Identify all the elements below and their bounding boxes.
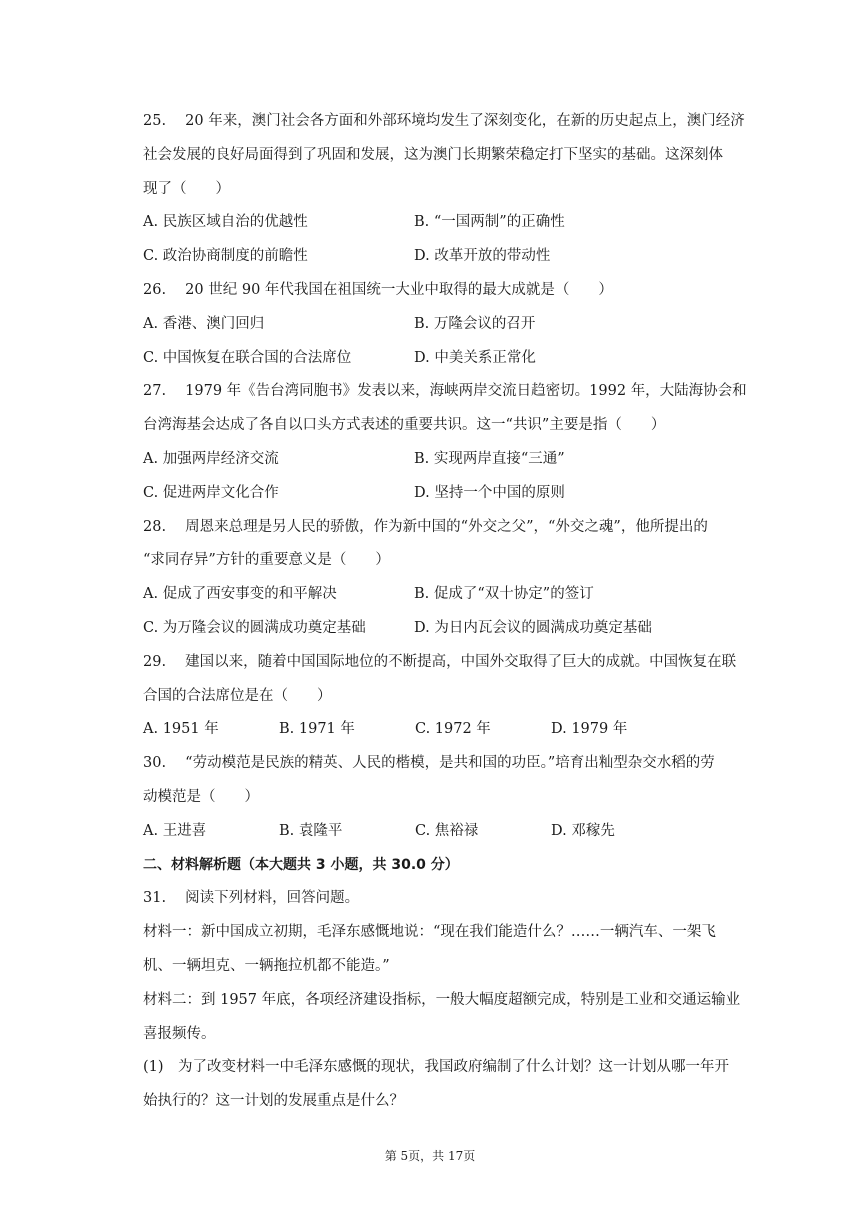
option-d: D. 1979 年: [551, 721, 628, 738]
section-title: 二、材料解析题（本大题共 3 小题，共 30.0 分）: [143, 856, 459, 873]
option-d: D. 邓稼先: [551, 822, 615, 839]
option-a: A. 民族区域自治的优越性: [143, 214, 308, 231]
option-c: C. 政治协商制度的前瞻性: [143, 248, 308, 265]
question-line: 25. 20 年来，澳门社会各方面和外部环境均发生了深刻变化，在新的历史起点上，澳门经济: [143, 113, 745, 129]
question-30: [143, 747, 753, 848]
option-row: [143, 713, 753, 747]
option-row: [143, 477, 753, 511]
option-b: B. 袁隆平: [279, 822, 343, 839]
option-row: [143, 443, 753, 477]
option-row: [143, 815, 753, 849]
option-d: D. 坚持一个中国的原则: [414, 484, 565, 501]
option-c: C. 促进两岸文化合作: [143, 484, 279, 501]
question-line: 31. 阅读下列材料，回答问题。: [143, 890, 360, 907]
question-line: 现了（ ）: [143, 180, 230, 197]
option-c: C. 为万隆会议的圆满成功奠定基础: [143, 619, 366, 636]
option-b: B. 万隆会议的召开: [414, 315, 536, 332]
question-line: 合国的合法席位是在（ ）: [143, 687, 332, 704]
question-line: 27. 1979 年《告台湾同胞书》发表以来，海峡两岸交流日趋密切。1992 年，大陆海协会和: [143, 383, 747, 400]
question-25: [143, 105, 753, 274]
option-d: D. 改革开放的带动性: [414, 248, 551, 265]
option-c: C. 焦裕禄: [415, 822, 479, 839]
option-a: A. 香港、澳门回归: [143, 315, 265, 332]
question-line: 28. 周恩来总理是另人民的骄傲，作为新中国的“外交之父”，“外交之魂”，他所提出的: [143, 518, 708, 535]
option-c: C. 中国恢复在联合国的合法席位: [143, 349, 352, 366]
question-31: [143, 882, 753, 1119]
question-line: 29. 建国以来，随着中国国际地位的不断提高，中国外交取得了巨大的成就。中国恢复在联: [143, 653, 737, 670]
option-row: [143, 578, 753, 612]
option-row: [143, 612, 753, 646]
option-b: B. 促成了“双十协定”的签订: [414, 586, 594, 603]
option-d: D. 中美关系正常化: [414, 349, 536, 366]
option-b: B. 1971 年: [279, 721, 355, 738]
question-line: 30. “劳动模范是民族的精英、人民的楷模，是共和国的功臣。”培育出籼型杂交水稻的劳: [143, 755, 715, 772]
question-28: [143, 511, 753, 646]
subquestion-line: 始执行的？这一计划的发展重点是什么？: [143, 1093, 404, 1110]
material-line: 喜报频传。: [143, 1025, 216, 1042]
page-footer: 第 5页，共 17页: [384, 1149, 476, 1163]
option-a: A. 促成了西安事变的和平解决: [143, 586, 337, 603]
option-row: [143, 342, 753, 376]
subquestion-line: (1) 为了改变材料一中毛泽东感慨的现状，我国政府编制了什么计划？这一计划从哪一年开: [143, 1059, 730, 1076]
question-line: 26. 20 世纪 90 年代我国在祖国统一大业中取得的最大成就是（ ）: [143, 281, 613, 298]
question-line: 台湾海基会达成了各自以口头方式表述的重要共识。这一“共识”主要是指（ ）: [143, 417, 666, 434]
option-b: B. “一国两制”的正确性: [414, 214, 565, 231]
option-row: [143, 206, 753, 240]
question-line: “求同存异”方针的重要意义是（ ）: [143, 552, 390, 569]
material-line: 材料二：到 1957 年底，各项经济建设指标，一般大幅度超额完成，特别是工业和交通运输业: [143, 991, 741, 1008]
option-a: A. 王进喜: [143, 822, 207, 839]
question-27: [143, 375, 753, 510]
material-line: 机、一辆坦克、一辆拖拉机都不能造。”: [143, 957, 390, 974]
option-a: A. 加强两岸经济交流: [143, 450, 279, 467]
question-line: 社会发展的良好局面得到了巩固和发展，这为澳门长期繁荣稳定打下坚实的基础。这深刻体: [143, 146, 723, 163]
option-c: C. 1972 年: [415, 721, 491, 738]
material-line: 材料一：新中国成立初期，毛泽东感慨地说：“现在我们能造什么？……一辆汽车、一架飞: [143, 924, 716, 941]
option-b: B. 实现两岸直接“三通”: [414, 450, 565, 467]
option-a: A. 1951 年: [143, 721, 219, 738]
question-line: 动模范是（ ）: [143, 788, 259, 805]
option-row: [143, 240, 753, 274]
question-26: [143, 274, 753, 375]
question-29: [143, 646, 753, 747]
option-row: [143, 308, 753, 342]
page-content: [143, 105, 753, 1119]
option-d: D. 为日内瓦会议的圆满成功奠定基础: [414, 619, 652, 636]
